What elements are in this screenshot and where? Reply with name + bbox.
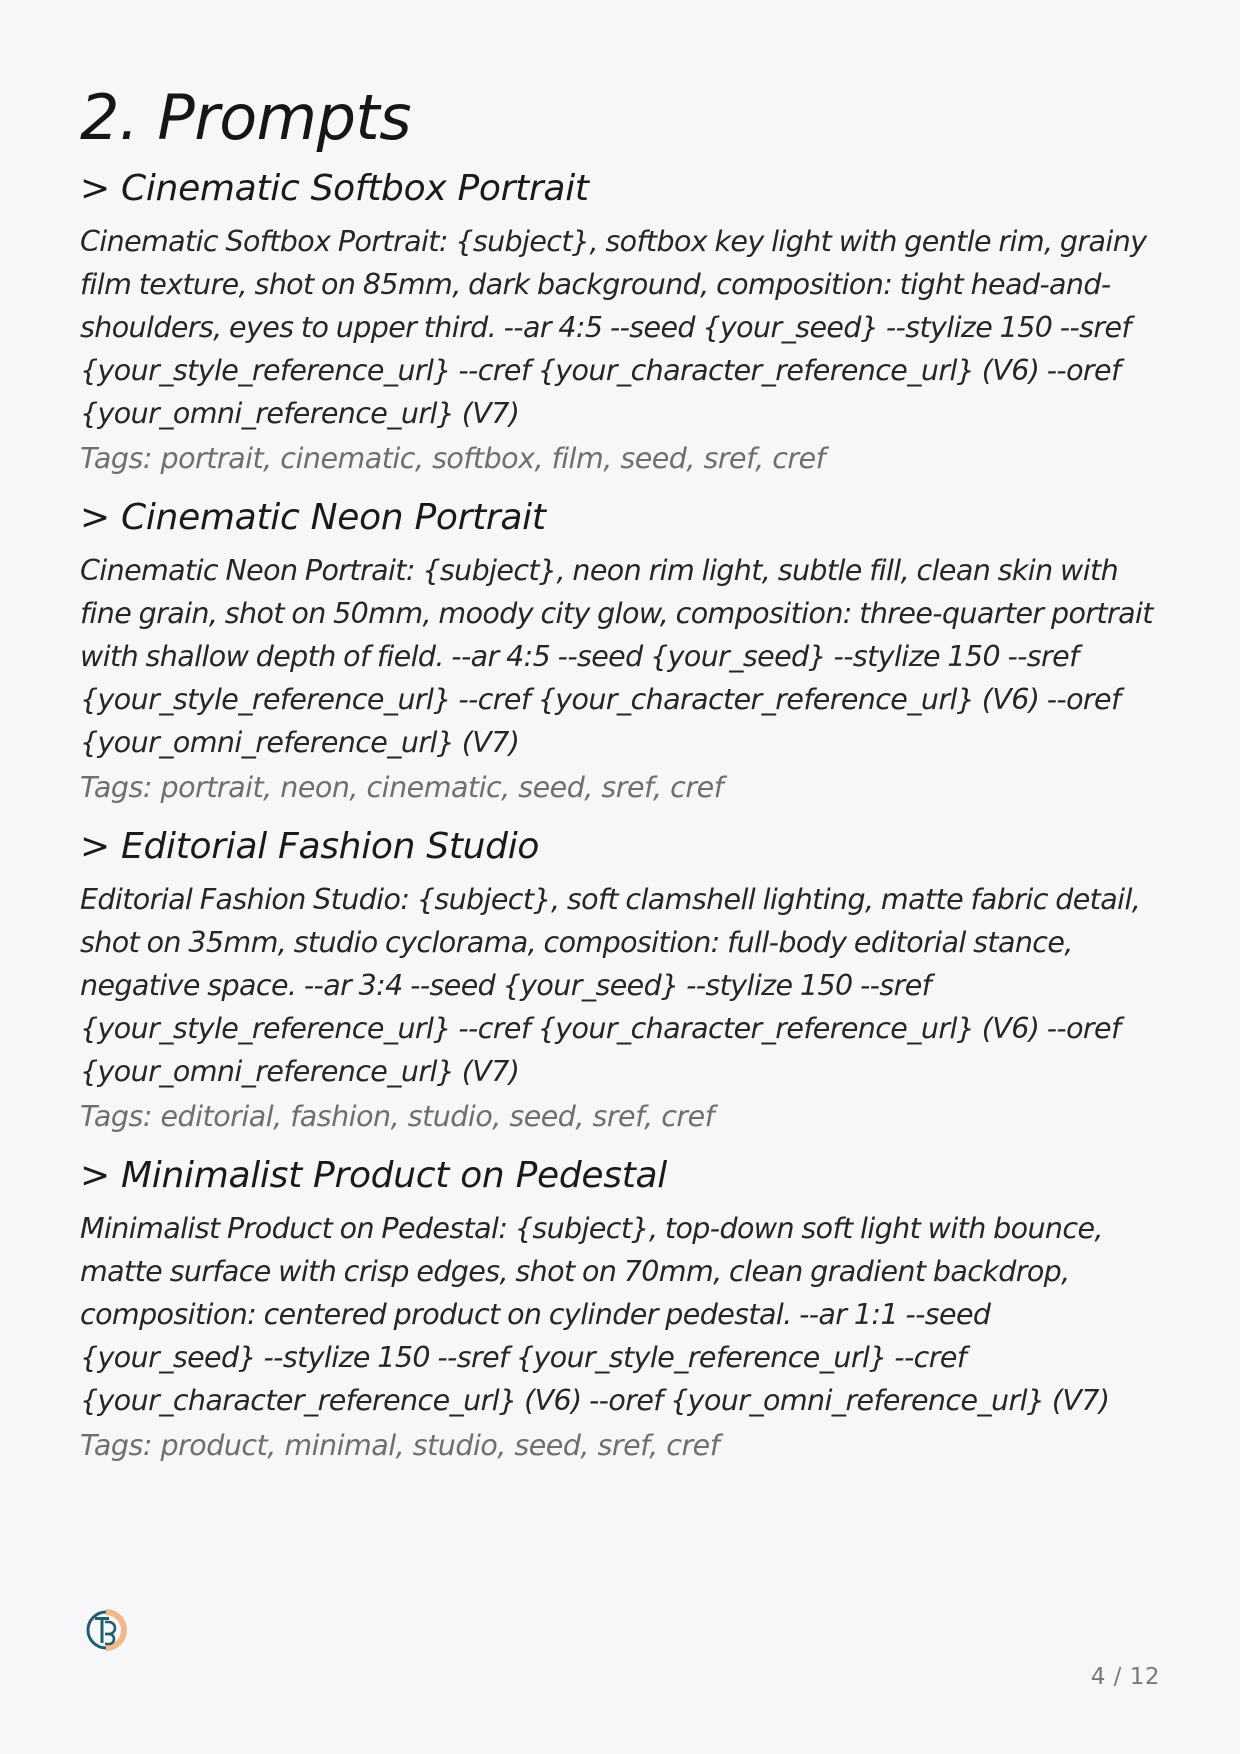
page-number: 4 / 12 [1090, 1664, 1160, 1690]
prompt-text: Editorial Fashion Studio: {subject}, soft clamshell lighting, matte fabric detail, shot on 35mm, studio cyclorama, composition: full-body editorial stance, negative space. --ar 3:4 --seed {your_seed} --stylize 150 --sref {your_style_reference_url} --cref {your_character_reference_url} (V6) --oref {your_omni_reference_url} (V7) [80, 883, 1141, 1088]
document-page [80, 78, 1160, 1482]
prompt-text: Cinematic Softbox Portrait: {subject}, softbox key light with gentle rim, grainy film texture, shot on 85mm, dark background, composition: tight head-and-shoulders, eyes to upper third. --ar 4:5 --seed {your_seed} --stylize 150 --sref {your_style_reference_url} --cref {your_character_reference_url} (V6) --oref {your_omni_reference_url} (V7) [80, 225, 1147, 430]
prompt-cinematic-neon-portrait [80, 495, 1160, 808]
prompt-heading: > Cinematic Softbox Portrait [80, 168, 589, 209]
prompt-cinematic-softbox-portrait [80, 166, 1160, 479]
prompt-heading: > Editorial Fashion Studio [80, 826, 540, 867]
prompt-editorial-fashion-studio [80, 824, 1160, 1137]
page-title: 2. Prompts [80, 81, 412, 154]
tdb-logo-icon [84, 1608, 128, 1652]
prompt-tags: Tags: portrait, neon, cinematic, seed, sref, cref [80, 771, 724, 804]
prompt-minimalist-product-on-pedestal [80, 1153, 1160, 1466]
prompt-tags: Tags: product, minimal, studio, seed, sref, cref [80, 1429, 720, 1462]
prompt-text: Minimalist Product on Pedestal: {subject}, top-down soft light with bounce, matte surface with crisp edges, shot on 70mm, clean gradient backdrop, composition: centered product on cylinder pedestal. --ar 1:1 --seed {your_seed} --stylize 150 --sref {your_style_reference_url} --cref {your_character_reference_url} (V6) --oref {your_omni_reference_url} (V7) [80, 1212, 1110, 1417]
prompt-tags: Tags: portrait, cinematic, softbox, film, seed, sref, cref [80, 442, 826, 475]
prompt-heading: > Cinematic Neon Portrait [80, 497, 546, 538]
prompt-tags: Tags: editorial, fashion, studio, seed, sref, cref [80, 1100, 715, 1133]
prompt-text: Cinematic Neon Portrait: {subject}, neon rim light, subtle fill, clean skin with fine grain, shot on 50mm, moody city glow, composition: three-quarter portrait with shallow depth of field. --ar 4:5 --seed {your_seed} --stylize 150 --sref {your_style_reference_url} --cref {your_character_reference_url} (V6) --oref {your_omni_reference_url} (V7) [80, 554, 1153, 759]
prompt-heading: > Minimalist Product on Pedestal [80, 1155, 667, 1196]
